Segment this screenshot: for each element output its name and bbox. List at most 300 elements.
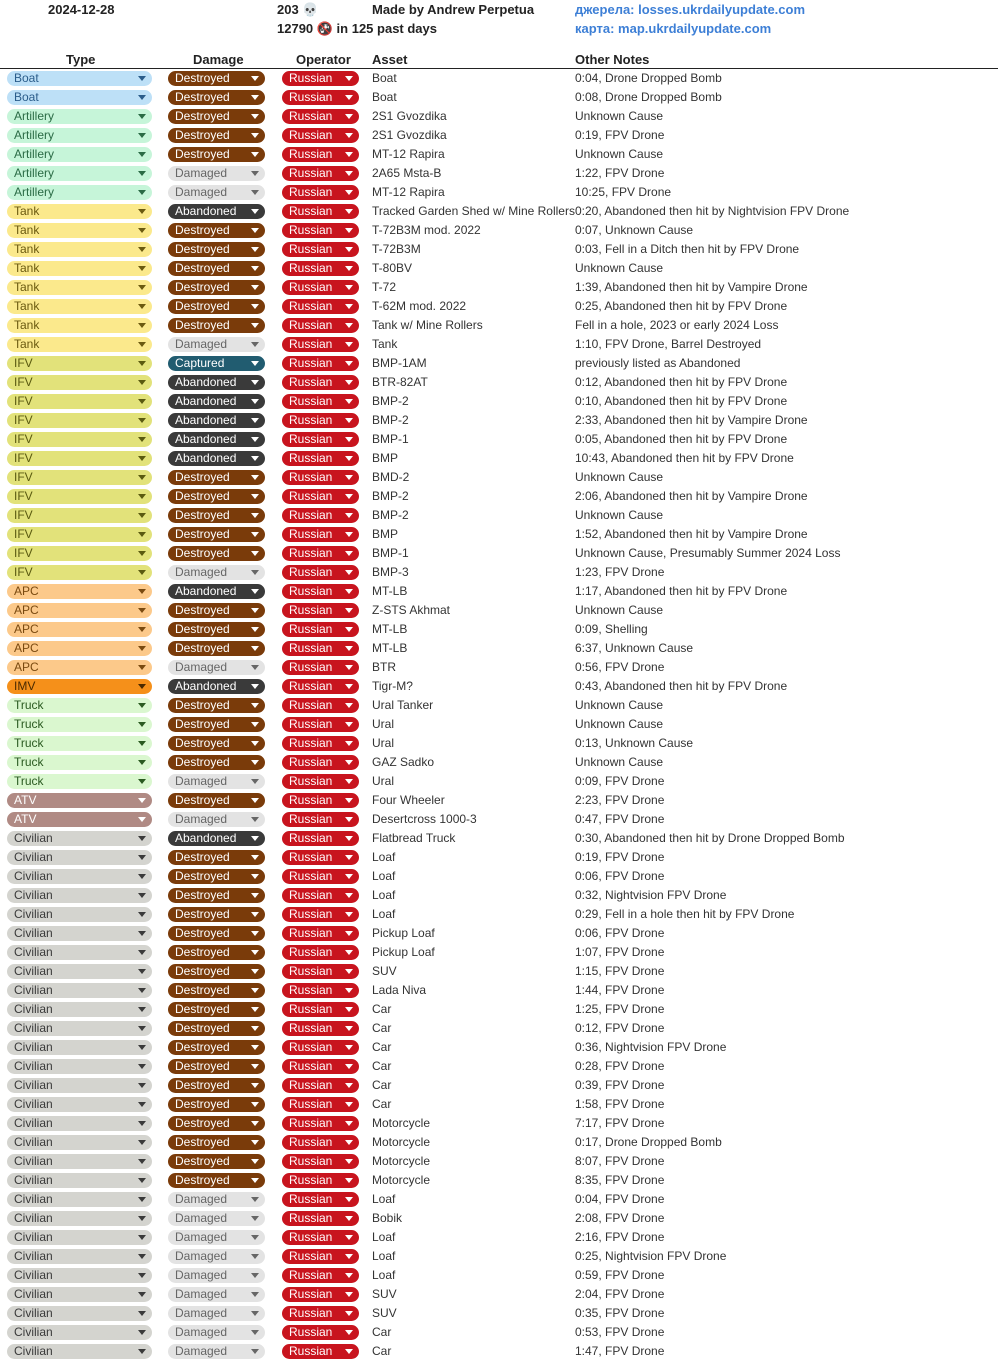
- operator-dropdown[interactable]: [282, 1078, 359, 1093]
- damage-dropdown[interactable]: [168, 1268, 265, 1283]
- operator-dropdown[interactable]: [282, 964, 359, 979]
- damage-dropdown[interactable]: [168, 983, 265, 998]
- damage-dropdown[interactable]: [168, 318, 265, 333]
- table-row: [0, 69, 998, 88]
- dropdown-arrow-icon: [345, 228, 353, 233]
- operator-dropdown[interactable]: [282, 90, 359, 105]
- damage-dropdown[interactable]: [168, 375, 265, 390]
- damage-dropdown[interactable]: [168, 1059, 265, 1074]
- operator-dropdown[interactable]: [282, 945, 359, 960]
- damage-dropdown-label: Destroyed: [175, 793, 230, 807]
- operator-dropdown[interactable]: [282, 1211, 359, 1226]
- damage-dropdown[interactable]: [168, 1325, 265, 1340]
- type-dropdown[interactable]: [7, 603, 152, 618]
- operator-dropdown-label: Russian: [289, 565, 333, 579]
- type-dropdown[interactable]: [7, 508, 152, 523]
- operator-dropdown[interactable]: [282, 679, 359, 694]
- type-dropdown[interactable]: [7, 375, 152, 390]
- damage-dropdown[interactable]: [168, 394, 265, 409]
- damage-dropdown-label: Damaged: [175, 1249, 228, 1263]
- type-dropdown[interactable]: [7, 888, 152, 903]
- type-dropdown[interactable]: [7, 71, 152, 86]
- damage-dropdown[interactable]: [168, 888, 265, 903]
- asset-cell: MT-LB: [372, 641, 408, 655]
- type-dropdown-label: Boat: [14, 71, 39, 85]
- type-dropdown[interactable]: [7, 1192, 152, 1207]
- damage-dropdown[interactable]: [168, 413, 265, 428]
- operator-dropdown[interactable]: [282, 774, 359, 789]
- column-header-damage[interactable]: Damage: [193, 52, 244, 67]
- damage-dropdown[interactable]: [168, 109, 265, 124]
- type-dropdown-label: Civilian: [14, 926, 53, 940]
- operator-dropdown[interactable]: [282, 584, 359, 599]
- operator-dropdown[interactable]: [282, 565, 359, 580]
- type-dropdown[interactable]: [7, 1287, 152, 1302]
- damage-dropdown[interactable]: [168, 774, 265, 789]
- damage-dropdown[interactable]: [168, 147, 265, 162]
- damage-dropdown[interactable]: [168, 1211, 265, 1226]
- operator-dropdown[interactable]: [282, 1097, 359, 1112]
- damage-dropdown-label: Destroyed: [175, 869, 230, 883]
- damage-dropdown[interactable]: [168, 1097, 265, 1112]
- damage-dropdown[interactable]: [168, 356, 265, 371]
- table-row: [0, 183, 998, 202]
- type-dropdown[interactable]: [7, 166, 152, 181]
- type-dropdown-label: Artillery: [14, 147, 55, 161]
- type-dropdown[interactable]: [7, 1021, 152, 1036]
- type-dropdown[interactable]: [7, 1230, 152, 1245]
- damage-dropdown[interactable]: [168, 964, 265, 979]
- damage-dropdown[interactable]: [168, 945, 265, 960]
- column-header-type[interactable]: Type: [66, 52, 96, 67]
- damage-dropdown[interactable]: [168, 831, 265, 846]
- operator-dropdown[interactable]: [282, 527, 359, 542]
- dropdown-arrow-icon: [345, 741, 353, 746]
- asset-cell: Four Wheeler: [372, 793, 445, 807]
- column-header-operator[interactable]: Operator: [296, 52, 351, 67]
- notes-cell: Fell in a hole, 2023 or early 2024 Loss: [575, 318, 779, 332]
- type-dropdown[interactable]: [7, 223, 152, 238]
- type-dropdown[interactable]: [7, 394, 152, 409]
- dropdown-arrow-icon: [345, 1159, 353, 1164]
- table-row: [0, 449, 998, 468]
- type-dropdown[interactable]: [7, 337, 152, 352]
- type-dropdown[interactable]: [7, 755, 152, 770]
- damage-dropdown[interactable]: [168, 1306, 265, 1321]
- type-dropdown-label: IFV: [14, 527, 33, 541]
- type-dropdown[interactable]: [7, 1173, 152, 1188]
- damage-dropdown[interactable]: [168, 603, 265, 618]
- type-dropdown[interactable]: [7, 831, 152, 846]
- damage-dropdown-label: Destroyed: [175, 983, 230, 997]
- operator-dropdown-label: Russian: [289, 204, 333, 218]
- dropdown-arrow-icon: [138, 570, 146, 575]
- type-dropdown[interactable]: [7, 261, 152, 276]
- damage-dropdown[interactable]: [168, 185, 265, 200]
- type-dropdown[interactable]: [7, 1325, 152, 1340]
- operator-dropdown[interactable]: [282, 356, 359, 371]
- operator-dropdown-label: Russian: [289, 356, 333, 370]
- dropdown-arrow-icon: [251, 532, 259, 537]
- operator-dropdown[interactable]: [282, 926, 359, 941]
- type-dropdown[interactable]: [7, 1002, 152, 1017]
- type-dropdown[interactable]: [7, 964, 152, 979]
- operator-dropdown-label: Russian: [289, 1097, 333, 1111]
- damage-dropdown[interactable]: [168, 242, 265, 257]
- operator-dropdown[interactable]: [282, 850, 359, 865]
- operator-dropdown[interactable]: [282, 869, 359, 884]
- operator-dropdown[interactable]: [282, 1059, 359, 1074]
- operator-dropdown-label: Russian: [289, 736, 333, 750]
- operator-dropdown[interactable]: [282, 1040, 359, 1055]
- type-dropdown-label: Civilian: [14, 1059, 53, 1073]
- damage-dropdown[interactable]: [168, 1192, 265, 1207]
- damage-dropdown[interactable]: [168, 337, 265, 352]
- damage-dropdown[interactable]: [168, 204, 265, 219]
- dropdown-arrow-icon: [251, 380, 259, 385]
- type-dropdown[interactable]: [7, 812, 152, 827]
- operator-dropdown[interactable]: [282, 1021, 359, 1036]
- dropdown-arrow-icon: [345, 76, 353, 81]
- damage-dropdown[interactable]: [168, 166, 265, 181]
- dropdown-arrow-icon: [251, 570, 259, 575]
- damage-dropdown[interactable]: [168, 90, 265, 105]
- asset-cell: T-62M mod. 2022: [372, 299, 467, 313]
- damage-dropdown[interactable]: [168, 1230, 265, 1245]
- notes-cell: 1:52, Abandoned then hit by Vampire Drone: [575, 527, 808, 541]
- damage-dropdown[interactable]: [168, 717, 265, 732]
- damage-dropdown[interactable]: [168, 926, 265, 941]
- operator-dropdown[interactable]: [282, 1173, 359, 1188]
- damage-dropdown[interactable]: [168, 1002, 265, 1017]
- damage-dropdown[interactable]: [168, 1287, 265, 1302]
- operator-dropdown[interactable]: [282, 166, 359, 181]
- dropdown-arrow-icon: [251, 1197, 259, 1202]
- operator-dropdown[interactable]: [282, 1249, 359, 1264]
- operator-dropdown[interactable]: [282, 394, 359, 409]
- damage-dropdown[interactable]: [168, 508, 265, 523]
- dropdown-arrow-icon: [138, 893, 146, 898]
- type-dropdown[interactable]: [7, 1097, 152, 1112]
- damage-dropdown[interactable]: [168, 432, 265, 447]
- type-dropdown[interactable]: [7, 527, 152, 542]
- operator-dropdown[interactable]: [282, 470, 359, 485]
- operator-dropdown[interactable]: [282, 812, 359, 827]
- type-dropdown[interactable]: [7, 90, 152, 105]
- operator-dropdown[interactable]: [282, 223, 359, 238]
- column-header-notes[interactable]: Other Notes: [575, 52, 650, 67]
- operator-dropdown[interactable]: [282, 1287, 359, 1302]
- type-dropdown[interactable]: [7, 299, 152, 314]
- damage-dropdown[interactable]: [168, 1116, 265, 1131]
- operator-dropdown[interactable]: [282, 793, 359, 808]
- type-dropdown[interactable]: [7, 660, 152, 675]
- operator-dropdown[interactable]: [282, 432, 359, 447]
- operator-dropdown[interactable]: [282, 831, 359, 846]
- type-dropdown-label: Civilian: [14, 907, 53, 921]
- asset-cell: SUV: [372, 1287, 397, 1301]
- operator-dropdown[interactable]: [282, 1268, 359, 1283]
- asset-cell: BMP-1: [372, 432, 409, 446]
- type-dropdown-label: Civilian: [14, 1154, 53, 1168]
- type-dropdown[interactable]: [7, 1116, 152, 1131]
- operator-dropdown-label: Russian: [289, 375, 333, 389]
- operator-dropdown[interactable]: [282, 128, 359, 143]
- type-dropdown[interactable]: [7, 147, 152, 162]
- operator-dropdown-label: Russian: [289, 907, 333, 921]
- notes-cell: 0:17, Drone Dropped Bomb: [575, 1135, 722, 1149]
- type-dropdown-label: APC: [14, 622, 39, 636]
- operator-dropdown[interactable]: [282, 1344, 359, 1359]
- operator-dropdown[interactable]: [282, 983, 359, 998]
- damage-dropdown[interactable]: [168, 641, 265, 656]
- dropdown-arrow-icon: [138, 1292, 146, 1297]
- notes-cell: 6:37, Unknown Cause: [575, 641, 694, 655]
- dropdown-arrow-icon: [138, 152, 146, 157]
- dropdown-arrow-icon: [251, 608, 259, 613]
- type-dropdown[interactable]: [7, 717, 152, 732]
- operator-dropdown[interactable]: [282, 299, 359, 314]
- damage-dropdown[interactable]: [168, 489, 265, 504]
- type-dropdown[interactable]: [7, 413, 152, 428]
- damage-dropdown[interactable]: [168, 527, 265, 542]
- operator-dropdown[interactable]: [282, 451, 359, 466]
- operator-dropdown[interactable]: [282, 242, 359, 257]
- type-dropdown[interactable]: [7, 432, 152, 447]
- damage-dropdown[interactable]: [168, 869, 265, 884]
- dropdown-arrow-icon: [251, 76, 259, 81]
- dropdown-arrow-icon: [345, 1083, 353, 1088]
- operator-dropdown[interactable]: [282, 603, 359, 618]
- damage-dropdown[interactable]: [168, 128, 265, 143]
- damage-dropdown[interactable]: [168, 584, 265, 599]
- operator-dropdown[interactable]: [282, 1116, 359, 1131]
- asset-cell: Ural: [372, 717, 395, 731]
- type-dropdown[interactable]: [7, 546, 152, 561]
- operator-dropdown[interactable]: [282, 508, 359, 523]
- notes-cell: 0:09, FPV Drone: [575, 774, 665, 788]
- operator-dropdown[interactable]: [282, 489, 359, 504]
- damage-dropdown[interactable]: [168, 546, 265, 561]
- type-dropdown[interactable]: [7, 679, 152, 694]
- damage-dropdown[interactable]: [168, 1135, 265, 1150]
- operator-dropdown-label: Russian: [289, 850, 333, 864]
- type-dropdown[interactable]: [7, 926, 152, 941]
- damage-dropdown[interactable]: [168, 565, 265, 580]
- type-dropdown[interactable]: [7, 280, 152, 295]
- type-dropdown[interactable]: [7, 869, 152, 884]
- type-dropdown[interactable]: [7, 451, 152, 466]
- type-dropdown[interactable]: [7, 1135, 152, 1150]
- operator-dropdown[interactable]: [282, 1154, 359, 1169]
- dropdown-arrow-icon: [251, 1292, 259, 1297]
- operator-dropdown[interactable]: [282, 413, 359, 428]
- type-dropdown[interactable]: [7, 1040, 152, 1055]
- operator-dropdown[interactable]: [282, 1002, 359, 1017]
- type-dropdown[interactable]: [7, 793, 152, 808]
- dropdown-arrow-icon: [345, 608, 353, 613]
- damage-dropdown[interactable]: [168, 261, 265, 276]
- operator-dropdown[interactable]: [282, 888, 359, 903]
- dropdown-arrow-icon: [345, 1349, 353, 1354]
- damage-dropdown[interactable]: [168, 71, 265, 86]
- type-dropdown-label: APC: [14, 584, 39, 598]
- damage-dropdown[interactable]: [168, 736, 265, 751]
- column-header-asset[interactable]: Asset: [372, 52, 408, 67]
- type-dropdown[interactable]: [7, 1344, 152, 1359]
- type-dropdown-label: Truck: [14, 755, 44, 769]
- operator-dropdown[interactable]: [282, 375, 359, 390]
- operator-dropdown[interactable]: [282, 717, 359, 732]
- operator-dropdown[interactable]: [282, 1306, 359, 1321]
- notes-cell: 0:32, Nightvision FPV Drone: [575, 888, 727, 902]
- damage-dropdown[interactable]: [168, 1021, 265, 1036]
- table-row: [0, 544, 998, 563]
- operator-dropdown[interactable]: [282, 318, 359, 333]
- type-dropdown[interactable]: [7, 945, 152, 960]
- operator-dropdown[interactable]: [282, 698, 359, 713]
- type-dropdown[interactable]: [7, 698, 152, 713]
- operator-dropdown[interactable]: [282, 71, 359, 86]
- type-dropdown[interactable]: [7, 1211, 152, 1226]
- operator-dropdown[interactable]: [282, 147, 359, 162]
- damage-dropdown[interactable]: [168, 755, 265, 770]
- type-dropdown[interactable]: [7, 850, 152, 865]
- damage-dropdown[interactable]: [168, 470, 265, 485]
- operator-dropdown[interactable]: [282, 337, 359, 352]
- dropdown-arrow-icon: [345, 1254, 353, 1259]
- type-dropdown[interactable]: [7, 204, 152, 219]
- operator-dropdown[interactable]: [282, 736, 359, 751]
- damage-dropdown[interactable]: [168, 1078, 265, 1093]
- type-dropdown[interactable]: [7, 641, 152, 656]
- type-dropdown[interactable]: [7, 983, 152, 998]
- operator-dropdown[interactable]: [282, 1230, 359, 1245]
- type-dropdown[interactable]: [7, 1078, 152, 1093]
- dropdown-arrow-icon: [138, 285, 146, 290]
- dropdown-arrow-icon: [138, 361, 146, 366]
- asset-cell: SUV: [372, 964, 397, 978]
- type-dropdown[interactable]: [7, 470, 152, 485]
- operator-dropdown-label: Russian: [289, 660, 333, 674]
- table-row: [0, 373, 998, 392]
- damage-dropdown[interactable]: [168, 1249, 265, 1264]
- asset-cell: BMP-2: [372, 489, 409, 503]
- damage-dropdown[interactable]: [168, 223, 265, 238]
- operator-dropdown[interactable]: [282, 907, 359, 922]
- type-dropdown[interactable]: [7, 1268, 152, 1283]
- type-dropdown[interactable]: [7, 1249, 152, 1264]
- type-dropdown[interactable]: [7, 1306, 152, 1321]
- damage-dropdown[interactable]: [168, 679, 265, 694]
- damage-dropdown[interactable]: [168, 1173, 265, 1188]
- notes-cell: 1:07, FPV Drone: [575, 945, 665, 959]
- type-dropdown[interactable]: [7, 774, 152, 789]
- damage-dropdown[interactable]: [168, 299, 265, 314]
- operator-dropdown[interactable]: [282, 1192, 359, 1207]
- type-dropdown[interactable]: [7, 242, 152, 257]
- type-dropdown-label: Civilian: [14, 831, 53, 845]
- operator-dropdown-label: Russian: [289, 1192, 333, 1206]
- operator-dropdown[interactable]: [282, 109, 359, 124]
- dropdown-arrow-icon: [138, 1235, 146, 1240]
- damage-dropdown[interactable]: [168, 622, 265, 637]
- type-dropdown[interactable]: [7, 622, 152, 637]
- damage-dropdown[interactable]: [168, 1154, 265, 1169]
- type-dropdown[interactable]: [7, 185, 152, 200]
- operator-dropdown[interactable]: [282, 1325, 359, 1340]
- type-dropdown[interactable]: [7, 565, 152, 580]
- type-dropdown[interactable]: [7, 109, 152, 124]
- dropdown-arrow-icon: [345, 1235, 353, 1240]
- damage-dropdown[interactable]: [168, 793, 265, 808]
- notes-cell: 0:10, Abandoned then hit by FPV Drone: [575, 394, 788, 408]
- operator-dropdown[interactable]: [282, 641, 359, 656]
- damage-dropdown[interactable]: [168, 1040, 265, 1055]
- damage-dropdown-label: Damaged: [175, 1306, 228, 1320]
- damage-dropdown[interactable]: [168, 850, 265, 865]
- damage-dropdown[interactable]: [168, 660, 265, 675]
- type-dropdown[interactable]: [7, 356, 152, 371]
- dropdown-arrow-icon: [345, 779, 353, 784]
- operator-dropdown[interactable]: [282, 622, 359, 637]
- operator-dropdown-label: Russian: [289, 983, 333, 997]
- operator-dropdown[interactable]: [282, 1135, 359, 1150]
- table-row: [0, 886, 998, 905]
- damage-dropdown-label: Destroyed: [175, 1116, 230, 1130]
- type-dropdown[interactable]: [7, 318, 152, 333]
- operator-dropdown[interactable]: [282, 280, 359, 295]
- sources-link[interactable]: джерела: losses.ukrdailyupdate.com: [575, 2, 806, 17]
- dropdown-arrow-icon: [138, 703, 146, 708]
- type-dropdown[interactable]: [7, 1154, 152, 1169]
- damage-dropdown[interactable]: [168, 451, 265, 466]
- damage-dropdown[interactable]: [168, 280, 265, 295]
- map-link[interactable]: карта: map.ukrdailyupdate.com: [575, 21, 772, 36]
- operator-dropdown-label: Russian: [289, 527, 333, 541]
- operator-dropdown[interactable]: [282, 755, 359, 770]
- dropdown-arrow-icon: [345, 988, 353, 993]
- type-dropdown[interactable]: [7, 736, 152, 751]
- operator-dropdown[interactable]: [282, 185, 359, 200]
- operator-dropdown-label: Russian: [289, 128, 333, 142]
- dropdown-arrow-icon: [138, 1045, 146, 1050]
- operator-dropdown-label: Russian: [289, 793, 333, 807]
- operator-dropdown[interactable]: [282, 204, 359, 219]
- dropdown-arrow-icon: [345, 475, 353, 480]
- type-dropdown[interactable]: [7, 907, 152, 922]
- type-dropdown[interactable]: [7, 489, 152, 504]
- notes-cell: Unknown Cause: [575, 261, 664, 275]
- asset-cell: Desertcross 1000-3: [372, 812, 477, 826]
- operator-dropdown[interactable]: [282, 261, 359, 276]
- type-dropdown[interactable]: [7, 128, 152, 143]
- damage-dropdown[interactable]: [168, 1344, 265, 1359]
- damage-dropdown[interactable]: [168, 698, 265, 713]
- dropdown-arrow-icon: [138, 513, 146, 518]
- type-dropdown[interactable]: [7, 584, 152, 599]
- dropdown-arrow-icon: [251, 665, 259, 670]
- operator-dropdown[interactable]: [282, 660, 359, 675]
- type-dropdown[interactable]: [7, 1059, 152, 1074]
- table-row: [0, 772, 998, 791]
- damage-dropdown-label: Destroyed: [175, 508, 230, 522]
- dropdown-arrow-icon: [251, 817, 259, 822]
- notes-cell: Unknown Cause: [575, 698, 664, 712]
- damage-dropdown[interactable]: [168, 907, 265, 922]
- damage-dropdown[interactable]: [168, 812, 265, 827]
- operator-dropdown[interactable]: [282, 546, 359, 561]
